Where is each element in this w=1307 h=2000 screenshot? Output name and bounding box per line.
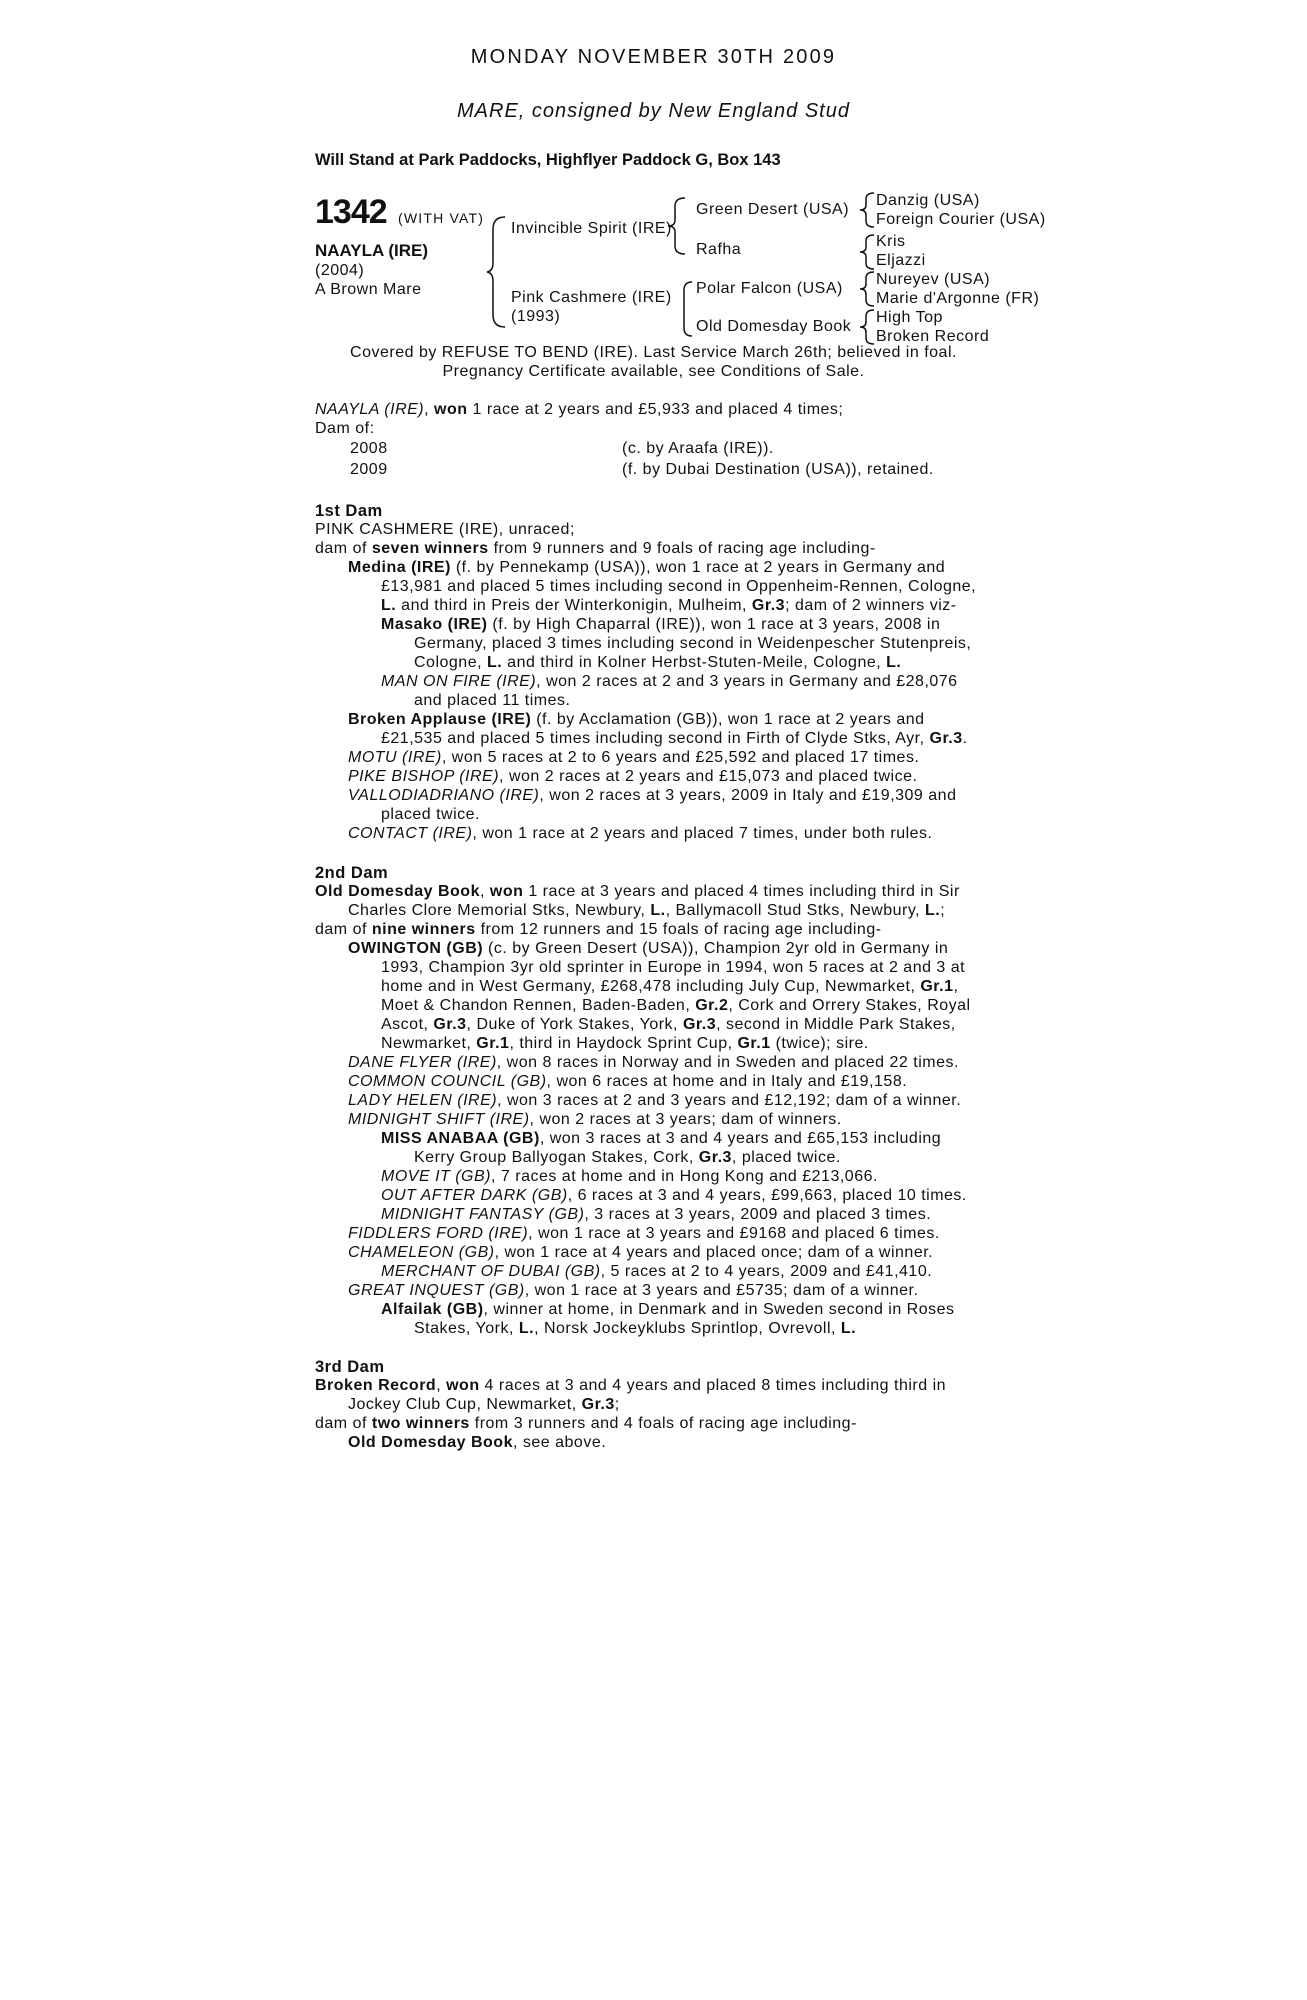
first-dam-line: PIKE BISHOP (IRE), won 2 races at 2 years and £15,073 and placed twice. (348, 768, 918, 785)
second-dam-heading: 2nd Dam (315, 864, 389, 882)
stabling-location: Will Stand at Park Paddocks, Highflyer Paddock G, Box 143 (315, 151, 781, 169)
produce-year-2: 2009 (350, 461, 388, 478)
pedigree-gg-5: Nureyev (USA) (876, 271, 991, 288)
first-dam-line: £13,981 and placed 5 times including second in Oppenheim-Rennen, Cologne, (381, 578, 977, 595)
second-dam-line: CHAMELEON (GB), won 1 race at 4 years and placed once; dam of a winner. (348, 1244, 934, 1261)
first-dam-heading: 1st Dam (315, 502, 383, 520)
first-dam-line: MOTU (IRE), won 5 races at 2 to 6 years and £25,592 and placed 17 times. (348, 749, 920, 766)
second-dam-line: 1993, Champion 3yr old sprinter in Europe in 1994, won 5 races at 2 and 3 at (381, 959, 966, 976)
pedigree-gg-6: Marie d'Argonne (FR) (876, 290, 1040, 307)
produce-summary: NAAYLA (IRE), won 1 race at 2 years and £5,933 and placed 4 times; (315, 401, 844, 418)
pedigree-gg-2: Foreign Courier (USA) (876, 211, 1046, 228)
pedigree-dam-sire: Polar Falcon (USA) (696, 280, 843, 297)
vat-note: (WITH VAT) (398, 210, 485, 226)
first-dam-line: £21,535 and placed 5 times including second in Firth of Clyde Stks, Ayr, Gr.3. (381, 730, 968, 747)
first-dam-line: CONTACT (IRE), won 1 race at 2 years and placed 7 times, under both rules. (348, 825, 933, 842)
first-dam-line: dam of seven winners from 9 runners and 9 foals of racing age including- (315, 540, 876, 557)
lot-number: 1342 (315, 193, 387, 231)
pedigree-bracket-3 (680, 280, 694, 338)
foaling-year: (2004) (315, 262, 365, 279)
second-dam-line: home and in West Germany, £268,478 including July Cup, Newmarket, Gr.1, (381, 978, 959, 995)
pedigree-bracket-1 (485, 215, 507, 329)
produce-detail-1: (c. by Araafa (IRE)). (622, 440, 774, 457)
third-dam-heading: 3rd Dam (315, 1358, 385, 1376)
pedigree-sire-sire: Green Desert (USA) (696, 201, 850, 218)
first-dam-line: Masako (IRE) (f. by High Chaparral (IRE)), won 1 race at 3 years, 2008 in (381, 616, 941, 633)
second-dam-line: LADY HELEN (IRE), won 3 races at 2 and 3 years and £12,192; dam of a winner. (348, 1092, 962, 1109)
first-dam-line: PINK CASHMERE (IRE), unraced; (315, 521, 575, 538)
pedigree-gg-8: Broken Record (876, 328, 990, 345)
second-dam-line: Alfailak (GB), winner at home, in Denmark and in Sweden second in Roses (381, 1301, 955, 1318)
produce-detail-2: (f. by Dubai Destination (USA)), retained. (622, 461, 934, 478)
covered-note: Covered by REFUSE TO BEND (IRE). Last Service March 26th; believed in foal. (350, 344, 957, 361)
second-dam-line: GREAT INQUEST (GB), won 1 race at 3 years and £5735; dam of a winner. (348, 1282, 919, 1299)
second-dam-line: MOVE IT (GB), 7 races at home and in Hong Kong and £213,066. (381, 1168, 878, 1185)
pedigree-dam-dam: Old Domesday Book (696, 318, 852, 335)
second-dam-line: OWINGTON (GB) (c. by Green Desert (USA)), Champion 2yr old in Germany in (348, 940, 949, 957)
third-dam-line: dam of two winners from 3 runners and 4 foals of racing age including- (315, 1415, 857, 1432)
second-dam-line: MERCHANT OF DUBAI (GB), 5 races at 2 to 4 years, 2009 and £41,410. (381, 1263, 933, 1280)
pedigree-bracket-4 (858, 191, 876, 229)
first-dam-line: Medina (IRE) (f. by Pennekamp (USA)), won 1 race at 2 years in Germany and (348, 559, 946, 576)
first-dam-line: Cologne, L. and third in Kolner Herbst-Stuten-Meile, Cologne, L. (414, 654, 902, 671)
produce-year-1: 2008 (350, 440, 388, 457)
pedigree-sire: Invincible Spirit (IRE) (511, 220, 672, 237)
first-dam-line: and placed 11 times. (414, 692, 571, 709)
second-dam-line: MIDNIGHT SHIFT (IRE), won 2 races at 3 years; dam of winners. (348, 1111, 842, 1128)
dam-of-label: Dam of: (315, 420, 375, 437)
pedigree-dam: Pink Cashmere (IRE) (511, 289, 672, 306)
third-dam-line: Old Domesday Book, see above. (348, 1434, 607, 1451)
second-dam-line: Moet & Chandon Rennen, Baden-Baden, Gr.2, Cork and Orrery Stakes, Royal (381, 997, 971, 1014)
second-dam-line: Stakes, York, L., Norsk Jockeyklubs Sprintlop, Ovrevoll, L. (414, 1320, 857, 1337)
horse-name: NAAYLA (IRE) (315, 241, 429, 260)
second-dam-line: COMMON COUNCIL (GB), won 6 races at home and in Italy and £19,158. (348, 1073, 908, 1090)
second-dam-line: Newmarket, Gr.1, third in Haydock Sprint Cup, Gr.1 (twice); sire. (381, 1035, 869, 1052)
second-dam-line: MISS ANABAA (GB), won 3 races at 3 and 4 years and £65,153 including (381, 1130, 942, 1147)
second-dam-line: Ascot, Gr.3, Duke of York Stakes, York, Gr.3, second in Middle Park Stakes, (381, 1016, 956, 1033)
pedigree-gg-4: Eljazzi (876, 252, 926, 269)
consignment-line: MARE, consigned by New England Stud (457, 100, 850, 122)
first-dam-line: VALLODIADRIANO (IRE), won 2 races at 3 years, 2009 in Italy and £19,309 and (348, 787, 957, 804)
second-dam-line: FIDDLERS FORD (IRE), won 1 race at 3 years and £9168 and placed 6 times. (348, 1225, 940, 1242)
first-dam-line: L. and third in Preis der Winterkonigin, Mulheim, Gr.3; dam of 2 winners viz- (381, 597, 957, 614)
second-dam-line: Kerry Group Ballyogan Stakes, Cork, Gr.3, placed twice. (414, 1149, 841, 1166)
pedigree-bracket-7 (858, 308, 876, 346)
pregnancy-note: Pregnancy Certificate available, see Conditions of Sale. (442, 363, 865, 380)
first-dam-line: MAN ON FIRE (IRE), won 2 races at 2 and 3 years in Germany and £28,076 (381, 673, 958, 690)
second-dam-line: dam of nine winners from 12 runners and 15 foals of racing age including- (315, 921, 882, 938)
pedigree-sire-dam: Rafha (696, 241, 742, 258)
pedigree-bracket-6 (858, 270, 876, 308)
pedigree-gg-3: Kris (876, 233, 906, 250)
second-dam-line: OUT AFTER DARK (GB), 6 races at 3 and 4 years, £99,663, placed 10 times. (381, 1187, 967, 1204)
pedigree-dam-year: (1993) (511, 308, 561, 325)
pedigree-bracket-2 (665, 196, 687, 256)
third-dam-line: Broken Record, won 4 races at 3 and 4 years and placed 8 times including third in (315, 1377, 947, 1394)
first-dam-line: Germany, placed 3 times including second in Weidenpescher Stutenpreis, (414, 635, 972, 652)
second-dam-line: DANE FLYER (IRE), won 8 races in Norway and in Sweden and placed 22 times. (348, 1054, 959, 1071)
second-dam-line: Old Domesday Book, won 1 race at 3 years and placed 4 times including third in Sir (315, 883, 960, 900)
second-dam-line: MIDNIGHT FANTASY (GB), 3 races at 3 years, 2009 and placed 3 times. (381, 1206, 932, 1223)
pedigree-bracket-5 (858, 233, 876, 271)
first-dam-line: Broken Applause (IRE) (f. by Acclamation (GB)), won 1 race at 2 years and (348, 711, 925, 728)
sale-date: MONDAY NOVEMBER 30TH 2009 (470, 46, 837, 68)
pedigree-gg-7: High Top (876, 309, 943, 326)
horse-description: A Brown Mare (315, 281, 422, 298)
second-dam-line: Charles Clore Memorial Stks, Newbury, L., Ballymacoll Stud Stks, Newbury, L.; (348, 902, 946, 919)
first-dam-line: placed twice. (381, 806, 480, 823)
pedigree-gg-1: Danzig (USA) (876, 192, 980, 209)
third-dam-line: Jockey Club Cup, Newmarket, Gr.3; (348, 1396, 620, 1413)
